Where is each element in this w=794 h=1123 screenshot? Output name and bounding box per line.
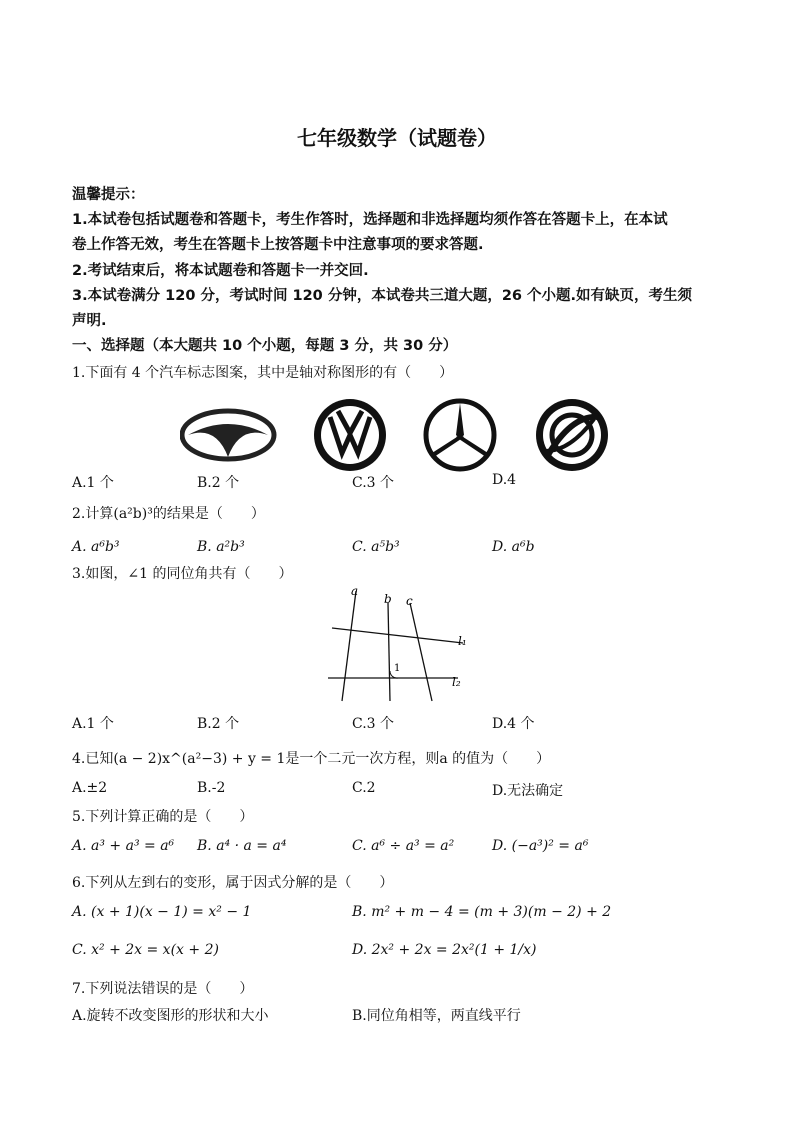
section-heading: 一、选择题（本大题共 10 个小题，每题 3 分，共 30 分） [72, 338, 458, 354]
q4-option-b: B.-2 [197, 780, 226, 796]
tips-line-2: 2.考试结束后，将本试题卷和答题卡一并交回. [72, 263, 369, 279]
q1-option-d: D.4 [492, 472, 517, 488]
question-3-stem: 3.如图，∠1 的同位角共有（ ） [72, 566, 293, 582]
q4-option-a: A.±2 [72, 780, 108, 796]
q3-option-b: B.2 个 [197, 716, 240, 732]
q1-option-b: B.2 个 [197, 475, 240, 491]
q4-option-c: C.2 [352, 780, 376, 796]
q3-option-d: D.4 个 [492, 716, 535, 732]
question-5-stem: 5.下列计算正确的是（ ） [72, 809, 254, 825]
q6-option-c: C. x² + 2x = x(x + 2) [72, 942, 219, 958]
tips-line-3b: 声明. [72, 313, 107, 329]
q6-option-d: D. 2x² + 2x = 2x²(1 + 1/x) [352, 942, 537, 958]
q2-option-d: D. a⁶b [492, 539, 535, 555]
tips-line-1a: 1.本试卷包括试题卷和答题卡，考生作答时，选择题和非选择题均须作答在答题卡上，在本试 [72, 212, 668, 228]
fig-label-b: b [384, 592, 392, 606]
infiniti-logo-icon [182, 411, 274, 459]
parallel-lines-figure [318, 583, 478, 703]
tips-line-1b: 卷上作答无效，考生在答题卡上按答题卡中注意事项的要求答题. [72, 237, 484, 253]
question-6-stem: 6.下列从左到右的变形，属于因式分解的是（ ） [72, 875, 394, 891]
q6-option-a: A. (x + 1)(x − 1) = x² − 1 [72, 904, 252, 920]
q7-option-b: B.同位角相等，两直线平行 [352, 1008, 521, 1024]
fig-label-l2: l₂ [452, 675, 461, 689]
q2-option-b: B. a²b³ [197, 539, 245, 555]
question-7-stem: 7.下列说法错误的是（ ） [72, 981, 254, 997]
car-logos-figure [180, 395, 610, 475]
q2-option-c: C. a⁵b³ [352, 539, 400, 555]
tips-line-3a: 3.本试卷满分 120 分，考试时间 120 分钟，本试卷共三道大题，26 个小题.如有缺页，考生须 [72, 288, 693, 304]
q2-option-a: A. a⁶b³ [72, 539, 120, 555]
fig-label-l1: l₁ [458, 634, 467, 648]
tips-heading: 温馨提示： [72, 187, 145, 203]
volkswagen-logo-icon [314, 399, 386, 471]
fig-label-a: a [351, 584, 359, 598]
fig-angle-label: 1 [394, 663, 401, 674]
q5-option-c: C. a⁶ ÷ a³ = a² [352, 838, 455, 854]
q4-option-d: D.无法确定 [492, 783, 564, 799]
q5-option-d: D. (−a³)² = a⁶ [492, 838, 589, 854]
q1-option-c: C.3 个 [352, 475, 395, 491]
q5-option-b: B. a⁴ · a = a⁴ [197, 838, 287, 854]
fig-label-c: c [406, 594, 413, 608]
q7-option-a: A.旋转不改变图形的形状和大小 [72, 1008, 269, 1024]
question-1-stem: 1.下面有 4 个汽车标志图案，其中是轴对称图形的有（ ） [72, 365, 454, 381]
q1-option-a: A.1 个 [72, 475, 114, 491]
question-4-stem: 4.已知(a − 2)x^(a²−3) + y = 1是一个二元一次方程，则a 的值为（ ） [72, 751, 551, 767]
question-2-stem: 2.计算(a²b)³的结果是（ ） [72, 506, 265, 522]
emblem-logo-icon [536, 399, 608, 471]
mercedes-logo-icon [426, 401, 494, 469]
q6-option-b: B. m² + m − 4 = (m + 3)(m − 2) + 2 [352, 904, 612, 920]
q3-option-a: A.1 个 [72, 716, 114, 732]
page-title: 七年级数学（试题卷） [297, 126, 497, 150]
q3-option-c: C.3 个 [352, 716, 395, 732]
q5-option-a: A. a³ + a³ = a⁶ [72, 838, 175, 854]
